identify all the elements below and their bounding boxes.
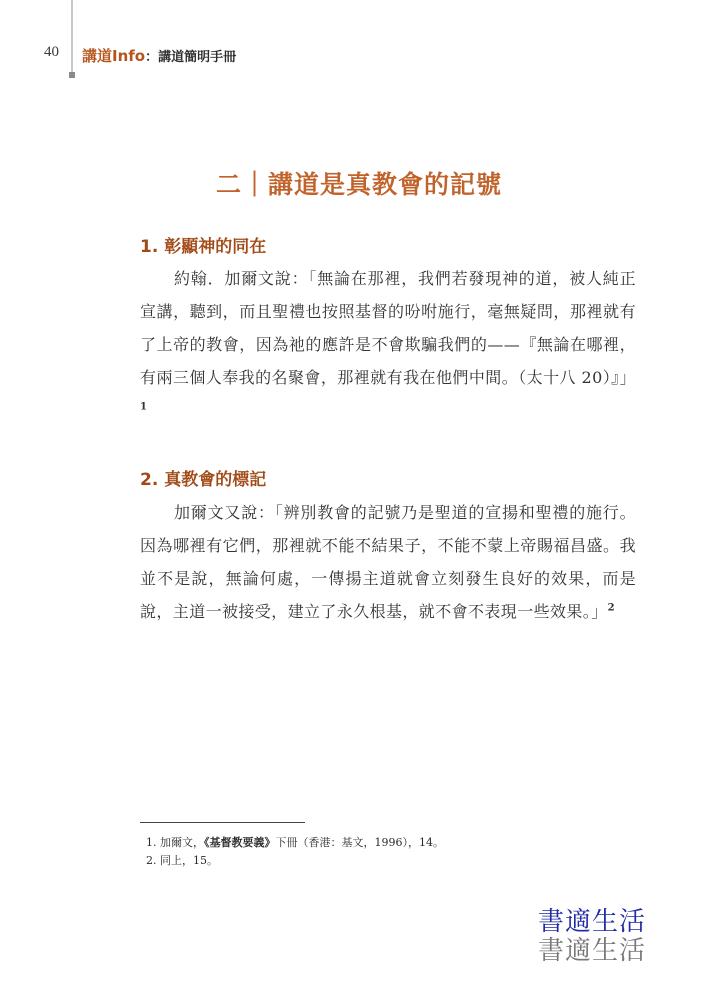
running-header-separator: ： bbox=[145, 50, 159, 65]
header-vertical-rule bbox=[71, 0, 73, 72]
footnote-divider bbox=[140, 822, 305, 823]
chapter-title: 二｜講道是真教會的記號 bbox=[215, 170, 502, 199]
section-heading-1: 1. 彰顯神的同在 bbox=[140, 237, 267, 257]
footnote-ref-2: 2 bbox=[607, 602, 615, 614]
running-header-subtitle: 講道簡明手冊 bbox=[158, 50, 237, 65]
footnote-prefix: 同上，15。 bbox=[160, 854, 218, 867]
section-paragraph-1 bbox=[140, 262, 636, 427]
footnote-number: 1. bbox=[146, 836, 157, 849]
page-number: 40 bbox=[44, 44, 59, 60]
paragraph-text-2: 加爾文又說：「辨別教會的記號乃是聖道的宣揚和聖禮的施行。因為哪裡有它們，那裡就不能不結果子，不能不蒙上帝賜福昌盛。我並不是說，無論何處，一傳揚主道就會立刻發生良好的效果，而是說，主道一被接受，建立了永久根基，就不會不表現一些效果。」 bbox=[140, 503, 636, 621]
footnote-ref-1: 1 bbox=[140, 401, 148, 413]
footnotes bbox=[146, 834, 444, 870]
footnote-1 bbox=[146, 834, 444, 852]
header-rule-marker bbox=[69, 72, 75, 78]
footnote-suffix: 下冊（香港：基文，1996），14。 bbox=[275, 836, 444, 849]
paragraph-text-1: 約翰．加爾文說：「無論在那裡，我們若發現神的道，被人純正宣講，聽到，而且聖禮也按照基督的吩咐施行，毫無疑問，那裡就有了上帝的教會，因為祂的應許是不會欺騙我們的——『無論在哪裡，有兩三個人奉我的名聚會，那裡就有我在他們中間。（太十八 20）』」 bbox=[140, 269, 636, 387]
watermark-line-1: 書適生活 bbox=[538, 907, 647, 937]
footnote-number: 2. bbox=[146, 854, 157, 867]
running-header-brand: 講道Info bbox=[82, 47, 146, 65]
watermark-line-2: 書適生活 bbox=[538, 936, 647, 966]
watermark bbox=[538, 908, 646, 966]
footnote-prefix: 加爾文， bbox=[160, 836, 204, 849]
section-paragraph-2 bbox=[140, 496, 636, 628]
running-header bbox=[82, 45, 236, 66]
footnote-book-title: 《基督教要義》 bbox=[204, 836, 276, 849]
footnote-2 bbox=[146, 852, 444, 870]
section-heading-2: 2. 真教會的標記 bbox=[140, 470, 267, 490]
